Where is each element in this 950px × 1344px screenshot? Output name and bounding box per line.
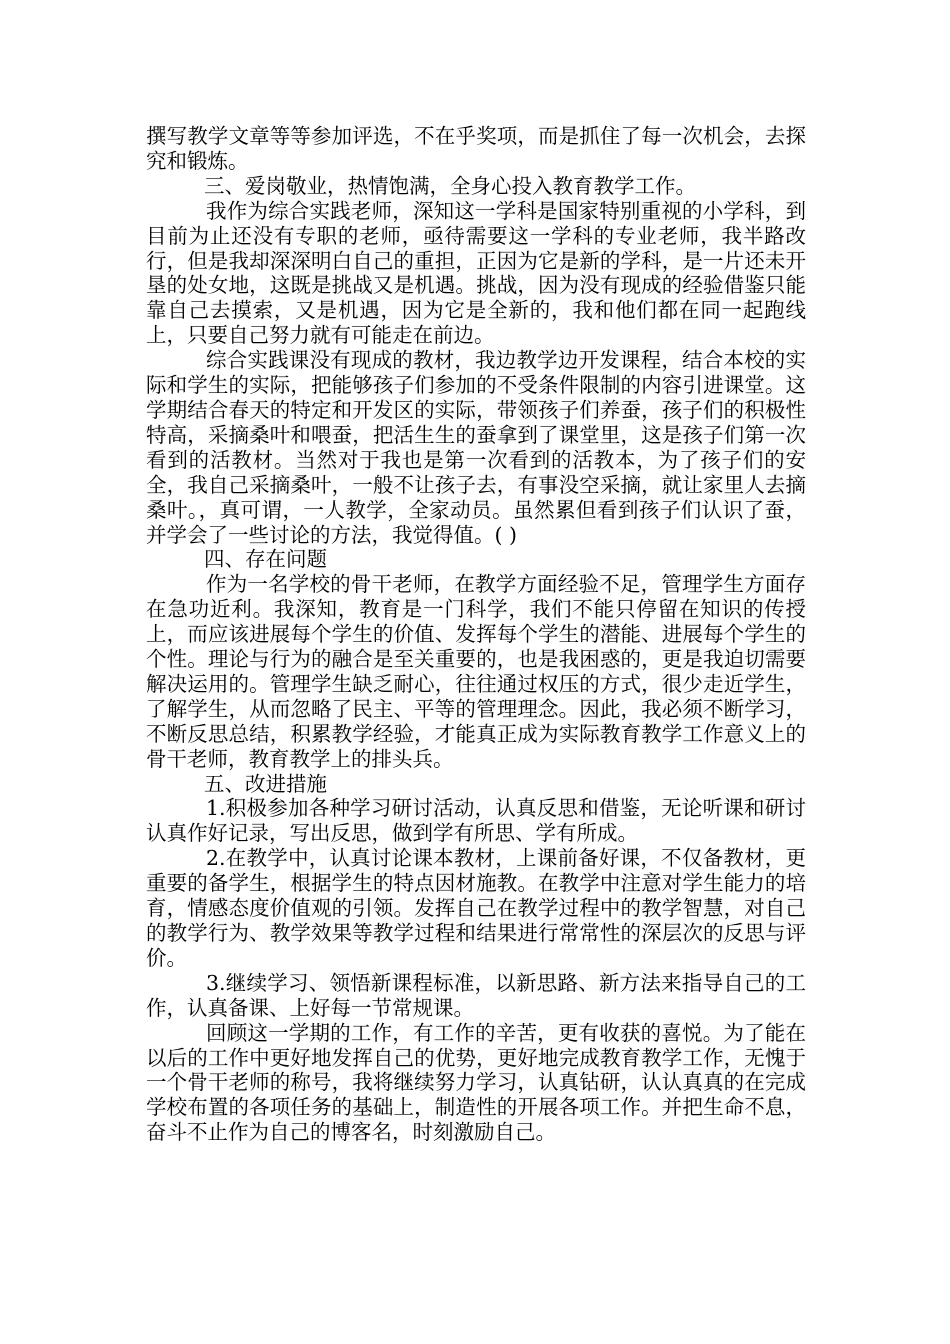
paragraph: 作为一名学校的骨干老师，在教学方面经验不足，管理学生方面存在急功近利。我深知，教育是一门科学，我们不能只停留在知识的传授上，而应该进展每个学生的价值、发挥每个学生的潜能、进展每个学生的个性。理论与行为的融合是至关重要的，也是我困惑的，更是我迫切需要解决运用的。管理学生缺乏耐心，往往通过权压的方式，很少走近学生，了解学生，从而忽略了民主、平等的管理理念。因此，我必须不断学习，不断反思总结，积累教学经验，才能真正成为实际教育教学工作意义上的骨干老师，教育教学上的排头兵。 bbox=[146, 572, 806, 771]
section-heading-three: 三、爱岗敬业，热情饱满，全身心投入教育教学工作。 bbox=[204, 173, 696, 198]
list-item-3: 3.继续学习、领悟新课程标准，以新思路、新方法来指导自己的工作，认真备课、上好每一节常规课。 bbox=[146, 970, 806, 1020]
section-heading-five: 五、改进措施 bbox=[204, 771, 327, 796]
section-heading-four: 四、存在问题 bbox=[204, 547, 327, 572]
list-item-2: 2.在教学中，认真讨论课本教材，上课前备好课，不仅备教材，更重要的备学生，根据学生的特点因材施教。在教学中注意对学生能力的培育，情感态度价值观的引领。发挥自己在教学过程中的教学智慧，对自己的教学行为、教学效果等教学过程和结果进行常常性的深层次的反思与评价。 bbox=[146, 846, 806, 970]
paragraph-continued: 撰写教学文章等等参加评选，不在乎奖项，而是抓住了每一次机会，去探究和锻炼。 bbox=[146, 124, 806, 173]
list-item-1: 1.积极参加各种学习研讨活动，认真反思和借鉴，无论听课和研讨认真作好记录，写出反思，做到学有所思、学有所成。 bbox=[146, 796, 806, 846]
document-body bbox=[146, 124, 806, 1145]
paragraph: 综合实践课没有现成的教材，我边教学边开发课程，结合本校的实际和学生的实际，把能够孩子们参加的不受条件限制的内容引进课堂。这学期结合春天的特定和开发区的实际，带领孩子们养蚕，孩子们的积极性特高，采摘桑叶和喂蚕，把活生生的蚕拿到了课堂里，这是孩子们第一次看到的活教材。当然对于我也是第一次看到的活教本，为了孩子们的安全，我自己采摘桑叶，一般不让孩子去，有事没空采摘，就让家里人去摘桑叶。，真可谓，一人教学，全家动员。虽然累但看到孩子们认识了蚕，并学会了一些讨论的方法，我觉得值。( ) bbox=[146, 348, 806, 547]
paragraph: 我作为综合实践老师，深知这一学科是国家特别重视的小学科，到目前为止还没有专职的老师，亟待需要这一学科的专业老师，我半路改行，但是我却深深明白自己的重担，正因为它是新的学科，是一片还未开垦的处女地，这既是挑战又是机遇。挑战，因为没有现成的经验借鉴只能靠自己去摸索，又是机遇，因为它是全新的，我和他们都在同一起跑线上，只要自己努力就有可能走在前边。 bbox=[146, 198, 806, 348]
paragraph-conclusion: 回顾这一学期的工作，有工作的辛苦，更有收获的喜悦。为了能在以后的工作中更好地发挥自己的优势，更好地完成教育教学工作，无愧于一个骨干老师的称号，我将继续努力学习，认真钻研，认认真真的在完成学校布置的各项任务的基础上，制造性的开展各项工作。并把生命不息，奋斗不止作为自己的博客名，时刻激励自己。 bbox=[146, 1020, 806, 1145]
